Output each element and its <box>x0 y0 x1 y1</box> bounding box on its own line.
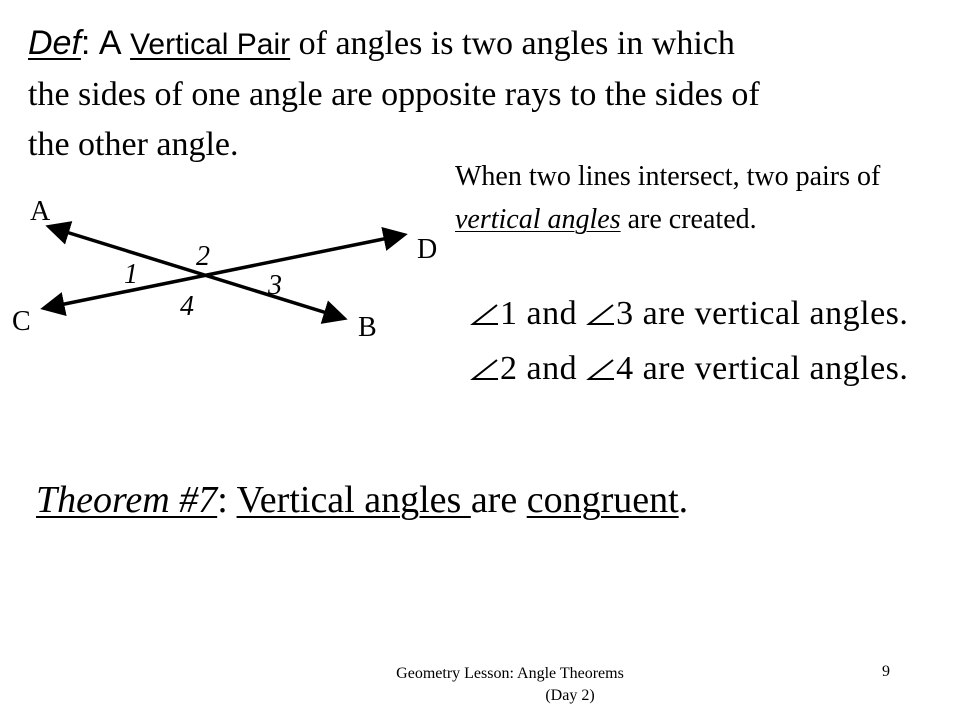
point-label-b: B <box>358 312 377 343</box>
intersecting-lines-note <box>455 155 925 241</box>
definition-article: A <box>98 24 122 62</box>
theorem-subject: Vertical angles <box>236 479 471 521</box>
statement-angles-1-3 <box>470 295 908 333</box>
angle-symbol-icon <box>470 302 500 326</box>
theorem-statement <box>36 478 688 522</box>
intersecting-lines-diagram <box>0 180 460 360</box>
point-label-c: C <box>12 306 31 337</box>
definition-label: Def <box>28 24 81 62</box>
statement-tail: are vertical angles. <box>633 295 909 332</box>
theorem-label: Theorem #7 <box>36 479 218 521</box>
definition-rest-line2: the sides of one angle are opposite rays to the sides of <box>28 76 760 113</box>
footer-title-line1: Geometry Lesson: Angle Theorems <box>396 665 624 682</box>
definition-rest-line1: of angles is two angles in which <box>290 25 735 62</box>
statement-second-angle: 3 <box>616 295 634 332</box>
theorem-colon: : <box>217 479 228 521</box>
statement-angles-2-4 <box>470 350 908 388</box>
theorem-space <box>228 479 237 521</box>
statement-joiner: and <box>517 350 587 387</box>
angle-symbol-icon <box>470 357 500 381</box>
note-before: When two lines intersect, two pairs of <box>455 161 881 192</box>
definition-text <box>28 18 928 170</box>
statement-tail: are vertical angles. <box>633 350 909 387</box>
angle-label-3: 3 <box>268 270 282 301</box>
page-number: 9 <box>882 663 890 680</box>
definition-rest-line3: the other angle. <box>28 126 239 163</box>
definition-term: Vertical Pair <box>130 28 291 61</box>
line-cd <box>45 235 403 308</box>
theorem-space <box>517 479 527 521</box>
angle-label-4: 4 <box>180 291 194 322</box>
angle-label-2: 2 <box>196 241 210 272</box>
note-emphasis: vertical angles <box>455 204 621 235</box>
footer-title <box>330 663 690 707</box>
angle-label-1: 1 <box>124 259 138 290</box>
angle-symbol-icon <box>586 357 616 381</box>
definition-colon: : <box>80 24 91 62</box>
theorem-period: . <box>678 479 689 521</box>
statement-first-angle: 1 <box>500 295 518 332</box>
point-label-a: A <box>30 196 51 227</box>
statement-first-angle: 2 <box>500 350 518 387</box>
point-label-d: D <box>417 234 438 265</box>
statement-joiner: and <box>517 295 587 332</box>
theorem-predicate: congruent <box>526 479 679 521</box>
statement-second-angle: 4 <box>616 350 634 387</box>
theorem-verb: are <box>470 479 518 521</box>
angle-symbol-icon <box>586 302 616 326</box>
note-after: are created. <box>620 204 757 235</box>
footer-title-line2: (Day 2) <box>545 687 595 704</box>
